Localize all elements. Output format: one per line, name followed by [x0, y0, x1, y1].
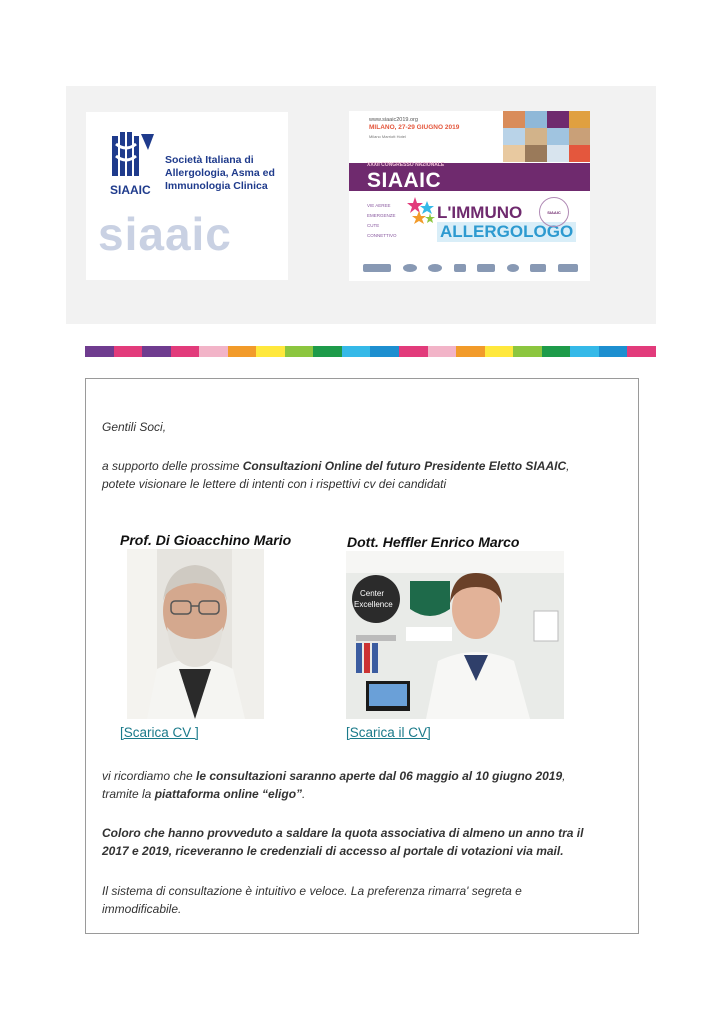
- download-cv-link-1[interactable]: [Scarica CV ]: [120, 725, 199, 740]
- sign-text: Center: [360, 589, 385, 598]
- candidate-name-2: Dott. Heffler Enrico Marco: [347, 534, 520, 550]
- platform-bold: piattaforma online “eligo”: [154, 787, 303, 801]
- logo-watermark: siaaic: [98, 208, 232, 260]
- stripe-segment: [171, 346, 200, 357]
- portrait-2-icon: [346, 551, 564, 719]
- color-stripe: [85, 346, 656, 357]
- society-name: [165, 154, 285, 193]
- stripe-segment: [285, 346, 314, 357]
- sign-text: Excellence: [354, 600, 393, 609]
- sponsor-logos: [363, 261, 578, 275]
- stripe-segment: [570, 346, 599, 357]
- congress-title-line2: ALLERGOLOGO: [437, 222, 576, 242]
- congress-url: www.siaaic2019.org: [369, 117, 418, 123]
- siaaic-logo: [86, 112, 288, 280]
- reminder-text: ,: [562, 769, 566, 783]
- congress-topic: CUTE: [367, 223, 380, 228]
- congress-title-line1: L'IMMUNO: [437, 203, 523, 222]
- society-name-line: Società Italiana di: [165, 154, 254, 166]
- congress-banner: [349, 111, 590, 281]
- intro-bold: Consultazioni Online del futuro Presidente Eletto SIAAIC: [242, 459, 567, 473]
- intro-line1: [102, 457, 569, 475]
- reminder-line: [102, 767, 565, 785]
- candidate-name-1: Prof. Di Gioacchino Mario: [120, 532, 292, 548]
- siaaic-mark-icon: [108, 130, 158, 202]
- platform-line: [102, 785, 305, 803]
- intro-line2: potete visionare le lettere di intenti con i rispettivi cv dei candidati: [102, 477, 447, 491]
- sponsor-logo: [530, 264, 546, 272]
- congress-seal: SIAAIC: [539, 197, 569, 227]
- stripe-segment: [399, 346, 428, 357]
- congress-photo-tiles: [499, 111, 590, 163]
- stripe-segment: [85, 346, 114, 357]
- portrait-1-icon: [127, 549, 264, 719]
- sponsor-logo: [558, 264, 578, 272]
- stripe-segment: [228, 346, 257, 357]
- intro-text: ,: [566, 459, 570, 473]
- intro-text: a supporto delle prossime: [102, 459, 243, 473]
- credentials-line1: Coloro che hanno provveduto a saldare la quota associativa di almeno un anno tra il: [102, 826, 584, 840]
- congress-acronym: SIAAIC: [367, 169, 442, 192]
- sponsor-logo: [363, 264, 391, 272]
- stripe-segment: [627, 346, 656, 357]
- congress-venue: Milano Marriott Hotel: [369, 134, 406, 139]
- congress-topics: [367, 201, 397, 241]
- platform-text: .: [302, 787, 306, 801]
- greeting: Gentili Soci,: [102, 420, 167, 434]
- stripe-segment: [142, 346, 171, 357]
- stripe-segment: [428, 346, 457, 357]
- congress-topic: EMERGENZE: [367, 213, 396, 218]
- reminder-text: vi ricordiamo che: [102, 769, 197, 783]
- stripe-segment: [542, 346, 571, 357]
- stripe-segment: [256, 346, 285, 357]
- sponsor-logo: [477, 264, 495, 272]
- download-cv-link-2[interactable]: [Scarica il CV]: [346, 725, 431, 740]
- society-name-line: Allergologia, Asma ed: [165, 167, 275, 179]
- stripe-segment: [313, 346, 342, 357]
- stripe-segment: [456, 346, 485, 357]
- system-line2: immodificabile.: [102, 902, 182, 916]
- society-name-line: Immunologia Clinica: [165, 180, 268, 192]
- sponsor-logo: [428, 264, 442, 272]
- reminder-bold: le consultazioni saranno aperte dal 06 maggio al 10 giugno 2019: [196, 769, 563, 783]
- sponsor-logo: [454, 264, 466, 272]
- stripe-segment: [199, 346, 228, 357]
- logo-mark-text: SIAAIC: [110, 183, 151, 197]
- stripe-segment: [342, 346, 371, 357]
- credentials-line2: 2017 e 2019, riceveranno le credenziali di accesso al portale di votazioni via mail.: [102, 844, 564, 858]
- congress-topic: VIE AEREE: [367, 203, 391, 208]
- congress-topic: CONNETTIVO: [367, 233, 397, 238]
- sponsor-logo: [507, 264, 519, 272]
- stripe-segment: [114, 346, 143, 357]
- stripe-segment: [513, 346, 542, 357]
- congress-label: XXXII CONGRESSO NAZIONALE: [367, 162, 445, 168]
- candidate-photo-2: [346, 551, 564, 719]
- congress-dates: MILANO, 27-29 GIUGNO 2019: [369, 124, 460, 131]
- candidate-photo-1: [127, 549, 264, 719]
- stripe-segment: [485, 346, 514, 357]
- sponsor-logo: [403, 264, 417, 272]
- stripe-segment: [370, 346, 399, 357]
- stripe-segment: [599, 346, 628, 357]
- system-line1: Il sistema di consultazione è intuitivo e veloce. La preferenza rimarra' segreta e: [102, 884, 522, 898]
- star-cluster-icon: [405, 195, 439, 229]
- platform-text: tramite la: [102, 787, 155, 801]
